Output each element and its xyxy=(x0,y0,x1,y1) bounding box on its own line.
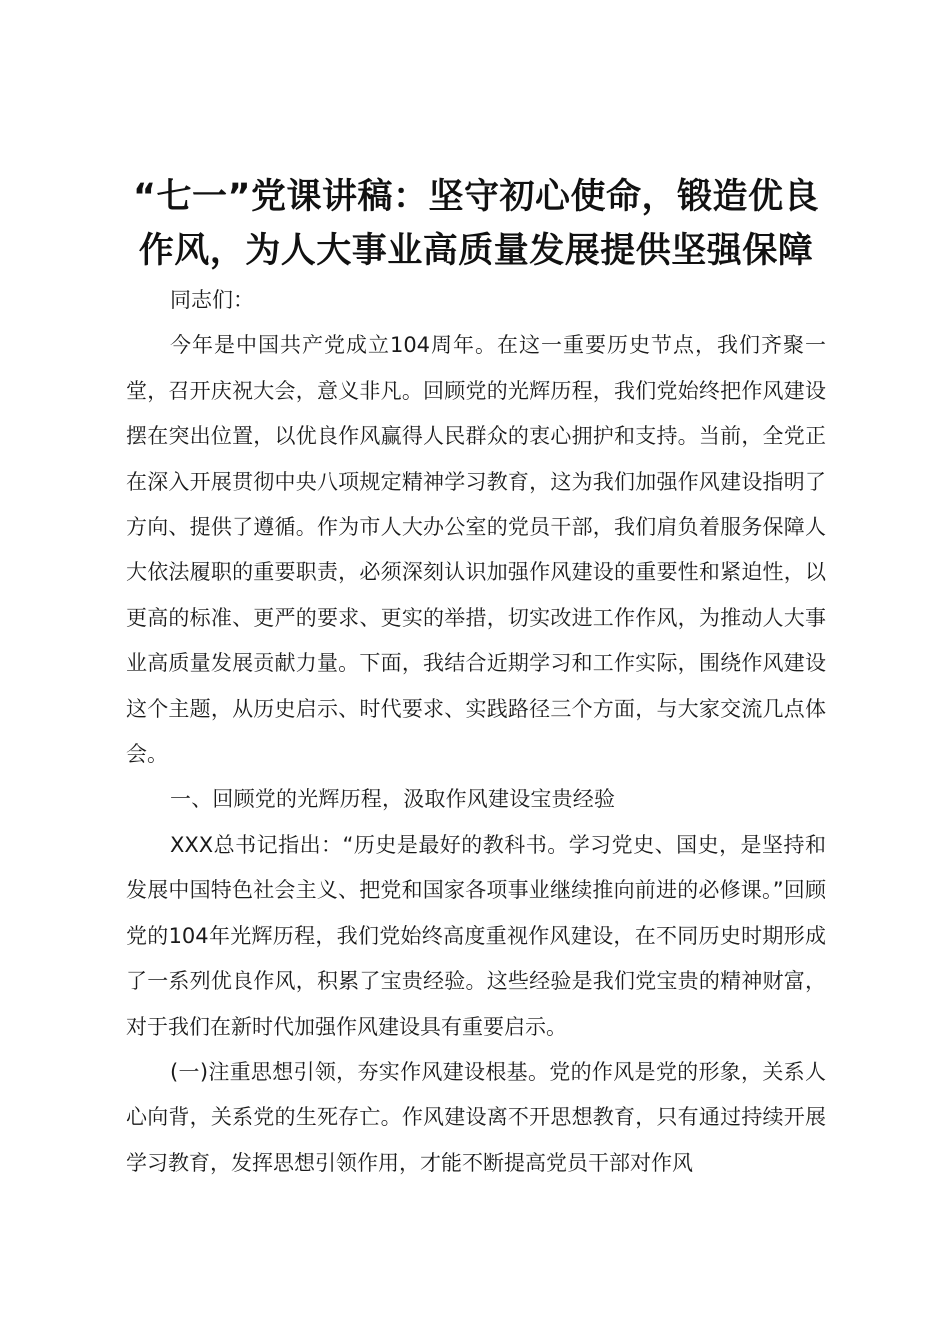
subsection-paragraph: (一)注重思想引领，夯实作风建设根基。党的作风是党的形象，关系人心向背，关系党的生死存亡。作风建设离不开思想教育，只有通过持续开展学习教育，发挥思想引领作用，才能不断提高党员干部对作风 xyxy=(126,1059,826,1175)
document-title xyxy=(120,170,832,278)
body-paragraph: XXX总书记指出：“历史是最好的教科书。学习党史、国史，是坚持和发展中国特色社会主义、把党和国家各项事业继续推向前进的必修课。”回顾党的104年光辉历程，我们党始终高度重视作风建设，在不同历史时期形成了一系列优良作风，积累了宝贵经验。这些经验是我们党宝贵的精神财富，对于我们在新时代加强作风建设具有重要启示。 xyxy=(126,832,826,1039)
salutation: 同志们： xyxy=(170,288,254,312)
intro-paragraph: 今年是中国共产党成立104周年。在这一重要历史节点，我们齐聚一堂，召开庆祝大会，意义非凡。回顾党的光辉历程，我们党始终把作风建设摆在突出位置，以优良作风赢得人民群众的衷心拥护和支持。当前，全党正在深入开展贯彻中央八项规定精神学习教育，这为我们加强作风建设指明了方向、提供了遵循。作为市人大办公室的党员干部，我们肩负着服务保障人大依法履职的重要职责，必须深刻认识加强作风建设的重要性和紧迫性，以更高的标准、更严的要求、更实的举措，切实改进工作作风，为推动人大事业高质量发展贡献力量。下面，我结合近期学习和工作实际，围绕作风建设这个主题，从历史启示、时代要求、实践路径三个方面，与大家交流几点体会。 xyxy=(126,333,826,767)
title-line-1: “七一”党课讲稿：坚守初心使命，锻造优良 xyxy=(132,177,819,217)
document-body xyxy=(126,278,826,1186)
title-line-2: 作风，为人大事业高质量发展提供坚强保障 xyxy=(138,231,814,271)
section-heading: 一、回顾党的光辉历程，汲取作风建设宝贵经验 xyxy=(170,787,616,812)
